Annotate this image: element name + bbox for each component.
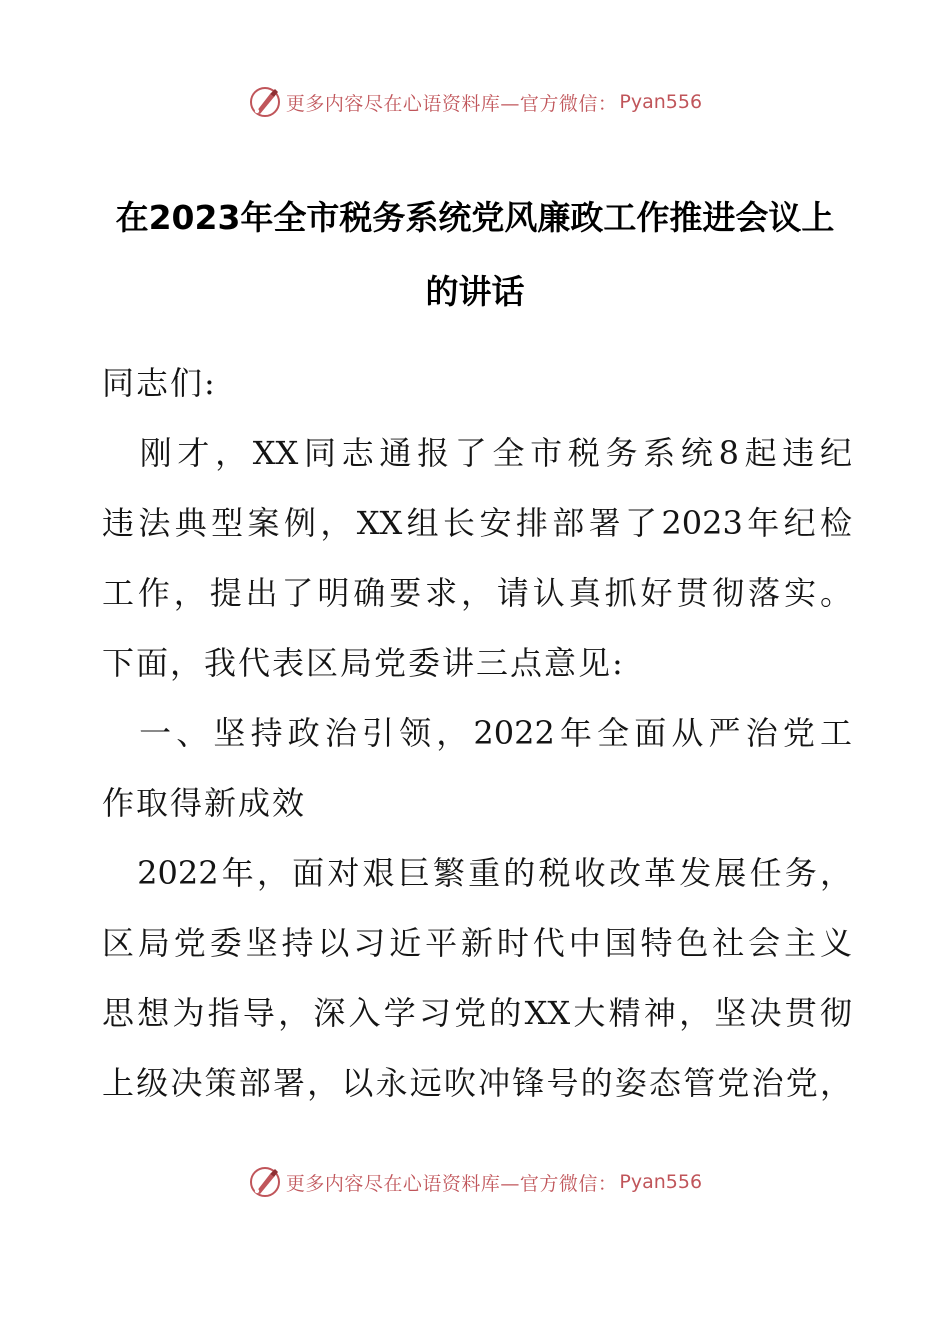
fountain-pen-logo-icon [248, 85, 282, 119]
section-heading-line: 作取得新成效 [102, 784, 307, 822]
body-line: 刚才，XX同志通报了全市税务系统8起违纪 [102, 434, 852, 472]
watermark-text: 更多内容尽在心语资料库—官方微信： [285, 92, 618, 115]
salutation: 同志们: [102, 364, 217, 402]
body-line: 上级决策部署，以永远吹冲锋号的姿态管党治党， [102, 1064, 852, 1102]
body-line: 下面，我代表区局党委讲三点意见: [102, 644, 625, 682]
body-line: 工作，提出了明确要求，请认真抓好贯彻落实。 [102, 574, 852, 612]
body-line: 区局党委坚持以习近平新时代中国特色社会主义 [102, 924, 852, 962]
footer-watermark [0, 1160, 950, 1204]
document-title-line-2: 的讲话 [425, 272, 525, 311]
body-line: 思想为指导，深入学习党的XX大精神，坚决贯彻 [102, 994, 852, 1032]
fountain-pen-logo-icon [248, 1165, 282, 1199]
header-watermark [0, 80, 950, 124]
watermark-wechat-id: Pyan556 [619, 91, 703, 113]
watermark-text: 更多内容尽在心语资料库—官方微信： [285, 1172, 618, 1195]
watermark-wechat-id: Pyan556 [619, 1171, 703, 1193]
section-heading-line: 一、坚持政治引领，2022年全面从严治党工 [102, 714, 852, 752]
document-title-line-1: 在2023年全市税务系统党风廉政工作推进会议上 [115, 198, 835, 237]
body-line: 违法典型案例，XX组长安排部署了2023年纪检 [102, 504, 852, 542]
body-line: 2022年，面对艰巨繁重的税收改革发展任务， [102, 854, 852, 892]
